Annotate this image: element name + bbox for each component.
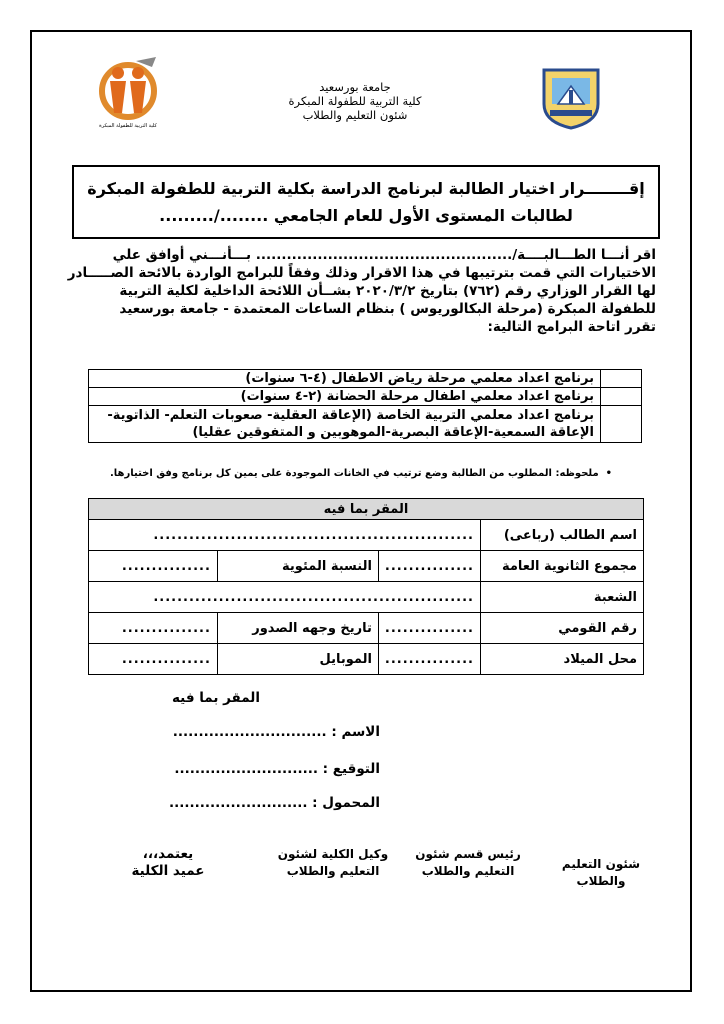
signature-heading: المقر بما فيه: [172, 690, 260, 706]
footer-approve: يعتمد،،،: [142, 846, 194, 862]
mobile-field[interactable]: ...............: [89, 644, 218, 675]
percentage-label: النسبة المئوية: [217, 551, 378, 582]
issue-date-field[interactable]: ...............: [89, 613, 218, 644]
program-rank-box[interactable]: [601, 406, 642, 443]
footer-vice-dean: وكيل الكلية لشئون التعليم والطلاب: [277, 847, 389, 878]
footer-dean-block: [118, 846, 218, 880]
svg-text:كلية التربية للطفولة المبكرة: كلية التربية للطفولة المبكرة: [99, 123, 157, 129]
program-label: برنامج اعداد معلمي اطفال مرحلة الحضانة (٢-٤ سنوات): [89, 388, 601, 406]
title-line-2: لطالبات المستوى الأول للعام الجامعي ......../.........: [159, 206, 573, 225]
university-name: جامعة بورسعيد: [319, 80, 391, 94]
program-row: [89, 406, 642, 443]
title-box: [72, 165, 660, 239]
percentage-field[interactable]: ...............: [89, 551, 218, 582]
division-label: الشعبة: [481, 582, 644, 613]
student-info-table: [88, 498, 644, 675]
declaration-line: للطفولة المبكرة (مرحلة البكالوريوس ) بنظام الساعات المعتمدة - جامعة بورسعيد: [119, 301, 656, 317]
bullet-icon: •: [598, 468, 613, 479]
student-name-label: اسم الطالب (رباعى): [481, 520, 644, 551]
program-rank-box[interactable]: [601, 370, 642, 388]
program-label: برنامج اعداد معلمي مرحلة رياض الاطفال (٤-٦ سنوات): [89, 370, 601, 388]
issue-date-label: تاريخ وجهه الصدور: [217, 613, 378, 644]
birthplace-field[interactable]: ...............: [378, 644, 480, 675]
secondary-total-label: مجموع الثانوية العامة: [481, 551, 644, 582]
declaration-line: تقرر اتاحة البرامج التالية:: [487, 319, 656, 335]
declaration-line: الاختيارات التي قمت بترتيبها في هذا الاقرار وذلك وفقاً للبرامج الواردة بالائحة الصـــــادر: [67, 265, 656, 281]
footer-dept-head: رئيس قسم شئون التعليم والطلاب: [415, 847, 521, 878]
national-id-label: رقم القومي: [481, 613, 644, 644]
program-rank-box[interactable]: [601, 388, 642, 406]
student-name-field[interactable]: ......................................................: [89, 520, 481, 551]
note-text: ملحوظه: المطلوب من الطالبة وضع ترتيب في الخانات الموجودة على يمين كل برنامج وفق اختيارها.: [110, 468, 599, 479]
note: [110, 468, 612, 479]
faculty-name: كلية التربية للطفولة المبكرة: [288, 94, 422, 108]
program-row: [89, 388, 642, 406]
declaration-line: لها القرار الوزاري رقم (٧٦٢) بتاريخ ٢٠٢٠/٣/٢ بشــأن اللائحة الداخلية لكلية التربية: [119, 283, 656, 299]
program-label: برنامج اعداد معلمي التربية الخاصة (الإعاقة العقلية- صعوبات التعلم- الذاتوية- الإعاقة السمعية-الإعاقة البصرية-الموهوبين و المتفوقين عقليا): [89, 406, 601, 443]
signature-name-field[interactable]: الاسم : ..............................: [172, 724, 380, 740]
mobile-label: الموبايل: [217, 644, 378, 675]
footer-affairs: شئون التعليم والطلاب: [561, 857, 641, 888]
info-table-header: المقر بما فيه: [89, 499, 644, 520]
faculty-logo-icon: [92, 55, 164, 131]
footer-dean: عميد الكلية: [131, 863, 205, 879]
header-institution: [250, 80, 460, 122]
national-id-field[interactable]: ...............: [378, 613, 480, 644]
declaration-line: اقر أنـــا الطـــالبــــة/.................................................. بـــأنـــني أوافق علي: [112, 247, 656, 263]
division-field[interactable]: ......................................................: [89, 582, 481, 613]
department-name: شئون التعليم والطلاب: [302, 108, 408, 122]
birthplace-label: محل الميلاد: [481, 644, 644, 675]
program-row: [89, 370, 642, 388]
secondary-total-field[interactable]: ...............: [378, 551, 480, 582]
university-logo-icon: [540, 66, 602, 130]
signature-mobile-field[interactable]: المحمول : ...........................: [169, 795, 380, 811]
title-line-1: إقــــــــرار اختيار الطالبة لبرنامج الدراسة بكلية التربية للطفولة المبكرة: [87, 179, 645, 198]
declaration-text: [67, 246, 656, 336]
signature-sign-field[interactable]: التوقيع : ............................: [174, 761, 380, 777]
programs-table: [88, 369, 642, 443]
